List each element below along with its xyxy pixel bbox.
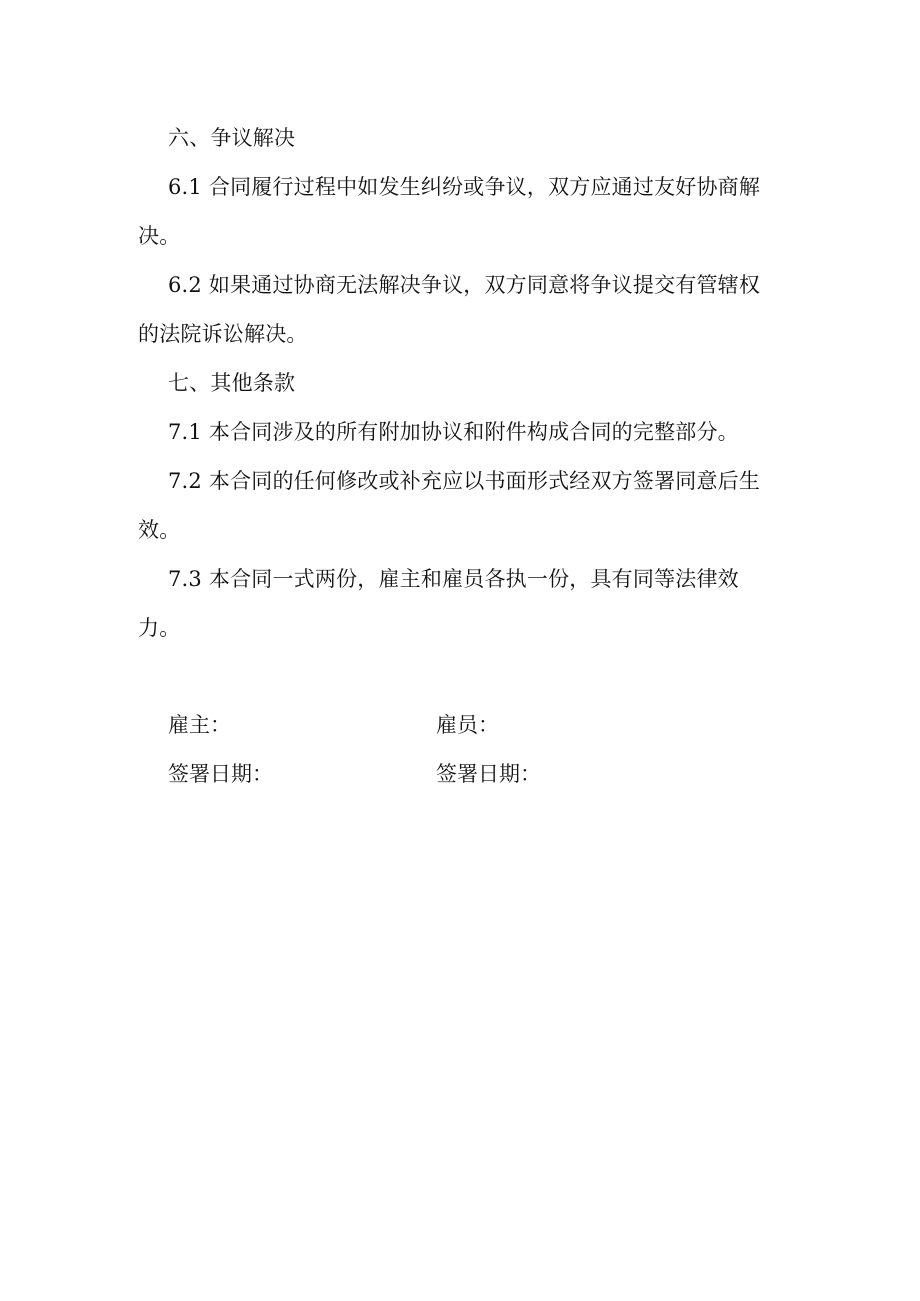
employer-date-label: 签署日期： [168, 762, 273, 786]
clause-line: 6.1 合同履行过程中如发生纠纷或争议，双方应通过友好协商解 [168, 175, 761, 199]
clause-line: 决。 [138, 224, 181, 248]
clause-line: 6.2 如果通过协商无法解决争议，双方同意将争议提交有管辖权 [168, 273, 761, 297]
clause-7-3 [138, 555, 788, 653]
clause-line: 7.1 本合同涉及的所有附加协议和附件构成合同的完整部分。 [168, 420, 739, 444]
clause-line: 7.2 本合同的任何修改或补充应以书面形式经双方签署同意后生 [168, 469, 761, 493]
section-heading-other-terms: 七、其他条款 [168, 371, 296, 395]
clause-6-1 [138, 163, 788, 261]
contract-body [138, 114, 788, 653]
clause-line: 力。 [138, 616, 181, 640]
employee-label: 雇员： [436, 713, 499, 737]
signature-block [168, 701, 728, 799]
clause-line: 7.3 本合同一式两份，雇主和雇员各执一份，具有同等法律效 [168, 567, 739, 591]
clause-7-1 [138, 408, 788, 457]
section-heading-dispute: 六、争议解决 [168, 126, 296, 150]
signature-date-row [168, 750, 728, 799]
clause-7-2 [138, 457, 788, 555]
clause-line: 的法院诉讼解决。 [138, 322, 308, 346]
employer-label: 雇主： [168, 713, 231, 737]
clause-6-2 [138, 261, 788, 359]
employee-date-label: 签署日期： [436, 762, 541, 786]
clause-line: 效。 [138, 518, 181, 542]
signature-party-row [168, 701, 728, 750]
